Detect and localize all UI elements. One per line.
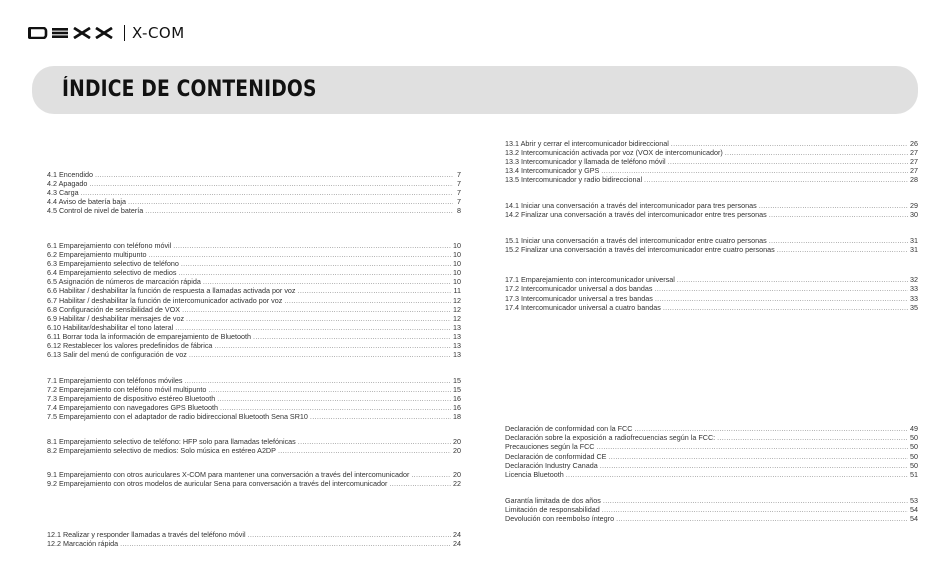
toc-entry[interactable] (505, 424, 918, 433)
toc-group (47, 170, 461, 215)
toc-leader-dots (597, 442, 909, 451)
toc-page-number: 12 (453, 295, 461, 305)
toc-entry-title: 7.5 Emparejamiento con el adaptador de radio bidireccional Bluetooth Sena SR10 (47, 412, 308, 422)
toc-page-number: 50 (910, 433, 918, 443)
toc-entry-title: 6.1 Emparejamiento con teléfono móvil (47, 240, 172, 250)
product-name: X-COM (132, 24, 185, 42)
toc-page-number: 12 (453, 304, 461, 314)
toc-leader-dots (203, 277, 451, 286)
toc-page-number: 35 (910, 302, 918, 312)
toc-leader-dots (175, 323, 451, 332)
toc-leader-dots (671, 139, 908, 148)
toc-leader-dots (759, 201, 908, 210)
toc-entry-title: 4.3 Carga (47, 188, 79, 198)
toc-entry[interactable] (47, 350, 461, 359)
toc-group (505, 275, 918, 311)
toc-entry-title: Limitación de responsabilidad (505, 505, 600, 515)
toc-right-column (505, 139, 918, 524)
toc-entry-title: 6.11 Borrar toda la información de emparejamiento de Bluetooth (47, 331, 252, 341)
toc-page-number: 20 (453, 436, 461, 446)
header (28, 22, 185, 44)
toc-leader-dots (120, 539, 451, 548)
toc-entry-title: 12.1 Realizar y responder llamadas a través del teléfono móvil (47, 529, 246, 539)
toc-page-number: 22 (453, 478, 461, 488)
toc-entry[interactable] (47, 170, 461, 179)
toc-leader-dots (298, 437, 451, 446)
toc-leader-dots (208, 385, 451, 394)
toc-entry[interactable] (47, 259, 461, 268)
toc-page-number: 33 (910, 293, 918, 303)
toc-entry[interactable] (47, 277, 461, 286)
toc-page-number: 54 (910, 505, 918, 515)
toc-entry-title: 17.3 Intercomunicador universal a tres bandas (505, 293, 653, 303)
toc-leader-dots (178, 268, 451, 277)
toc-page-number: 15 (453, 375, 461, 385)
toc-page-number: 27 (910, 157, 918, 167)
toc-page-number: 20 (453, 469, 461, 479)
toc-group (505, 201, 918, 219)
toc-group (47, 530, 461, 548)
toc-entry[interactable] (505, 157, 918, 166)
toc-entry[interactable] (47, 437, 461, 446)
toc-entry-title: Garantía limitada de dos años (505, 496, 601, 506)
toc-entry-title: 6.12 Restablecer los valores predefinidos de fábrica (47, 341, 213, 350)
toc-entry[interactable] (505, 442, 918, 451)
toc-entry[interactable] (47, 332, 461, 341)
toc-entry-title: 6.7 Habilitar / deshabilitar la función de intercomunicador activado por voz (47, 295, 283, 305)
toc-leader-dots (214, 341, 451, 350)
toc-entry[interactable] (505, 245, 918, 254)
toc-entry-title: 14.1 Iniciar una conversación a través del intercomunicador para tres personas (505, 200, 757, 210)
toc-entry[interactable] (47, 479, 461, 488)
toc-entry-title: 7.2 Emparejamiento con teléfono móvil multipunto (47, 384, 207, 394)
toc-page-number: 31 (910, 235, 918, 245)
toc-entry-title: 13.1 Abrir y cerrar el intercomunicador bidireccional (505, 139, 669, 148)
toc-entry[interactable] (47, 296, 461, 305)
toc-leader-dots (389, 479, 451, 488)
toc-leader-dots (145, 206, 453, 215)
toc-group (47, 470, 461, 488)
toc-group (505, 496, 918, 523)
toc-entry[interactable] (47, 250, 461, 259)
toc-group (505, 139, 918, 184)
toc-leader-dots (616, 514, 908, 523)
toc-leader-dots (189, 350, 451, 359)
toc-entry-title: Declaración Industry Canada (505, 460, 598, 470)
toc-entry-title: 4.1 Encendido (47, 170, 93, 179)
toc-entry[interactable] (505, 210, 918, 219)
toc-page-number: 20 (453, 445, 461, 455)
toc-leader-dots (717, 433, 908, 442)
toc-entry[interactable] (505, 505, 918, 514)
toc-entry[interactable] (47, 539, 461, 548)
toc-page-number: 7 (457, 188, 461, 198)
toc-entry[interactable] (505, 294, 918, 303)
title-banner (32, 66, 918, 114)
toc-page-number: 24 (453, 529, 461, 539)
toc-group (47, 376, 461, 421)
toc-page-number: 51 (910, 469, 918, 479)
toc-entry[interactable] (505, 514, 918, 523)
toc-entry-title: 15.2 Finalizar una conversación a través del intercomunicador entre cuatro personas (505, 244, 775, 254)
toc-entry[interactable] (47, 446, 461, 455)
toc-leader-dots (298, 286, 452, 295)
toc-entry-title: 8.1 Emparejamiento selectivo de teléfono: HFP solo para llamadas telefónicas (47, 436, 296, 446)
toc-leader-dots (284, 296, 451, 305)
toc-entry[interactable] (505, 461, 918, 470)
toc-entry[interactable] (505, 201, 918, 210)
toc-page-number: 16 (453, 393, 461, 403)
toc-leader-dots (148, 250, 451, 259)
toc-entry[interactable] (47, 268, 461, 277)
toc-group (505, 236, 918, 254)
toc-entry[interactable] (47, 323, 461, 332)
toc-leader-dots (668, 157, 908, 166)
toc-page-number: 10 (453, 277, 461, 287)
toc-page-number: 28 (910, 175, 918, 185)
toc-entry[interactable] (505, 139, 918, 148)
toc-page-number: 33 (910, 284, 918, 294)
page-title: ÍNDICE DE CONTENIDOS (62, 77, 317, 102)
toc-entry-title: 6.9 Habilitar / deshabilitar mensajes de voz (47, 313, 185, 323)
toc-page-number: 7 (457, 197, 461, 207)
toc-entry-title: 13.4 Intercomunicador y GPS (505, 166, 600, 176)
toc-page-number: 15 (453, 384, 461, 394)
toc-leader-dots (128, 197, 453, 206)
toc-entry-title: 17.2 Intercomunicador universal a dos bandas (505, 284, 653, 294)
toc-entry[interactable] (505, 284, 918, 293)
toc-entry[interactable] (505, 275, 918, 284)
toc-page-number: 50 (910, 451, 918, 461)
toc-leader-dots (634, 424, 908, 433)
toc-entry-title: 7.3 Emparejamiento de dispositivo estéreo Bluetooth (47, 393, 216, 403)
toc-entry[interactable] (47, 305, 461, 314)
toc-leader-dots (654, 284, 908, 293)
toc-leader-dots (644, 175, 908, 184)
toc-page-number: 13 (453, 350, 461, 360)
toc-leader-dots (608, 452, 908, 461)
toc-leader-dots (411, 470, 451, 479)
toc-entry-title: 6.2 Emparejamiento multipunto (47, 250, 147, 260)
toc-leader-dots (184, 376, 451, 385)
toc-entry[interactable] (47, 376, 461, 385)
toc-entry-title: 13.3 Intercomunicador y llamada de teléfono móvil (505, 157, 666, 167)
toc-page-number: 50 (910, 442, 918, 452)
toc-entry-title: 7.1 Emparejamiento con teléfonos móviles (47, 375, 183, 385)
toc-leader-dots (655, 294, 908, 303)
toc-page-number: 10 (453, 268, 461, 278)
toc-entry[interactable] (47, 403, 461, 412)
toc-page-number: 10 (453, 250, 461, 260)
toc-entry-title: 6.8 Configuración de sensibilidad de VOX (47, 304, 181, 314)
toc-page-number: 18 (453, 412, 461, 422)
toc-entry-title: 17.4 Intercomunicador universal a cuatro bandas (505, 302, 661, 312)
nexx-logo (28, 27, 118, 39)
toc-leader-dots (769, 210, 908, 219)
toc-page-number: 12 (453, 313, 461, 323)
toc-entry-title: 6.13 Salir del menú de configuración de voz (47, 350, 187, 360)
toc-entry-title: 8.2 Emparejamiento selectivo de medios: Solo música en estéreo A2DP (47, 445, 276, 455)
toc-leader-dots (769, 236, 908, 245)
toc-leader-dots (253, 332, 451, 341)
toc-entry-title: 14.2 Finalizar una conversación a través del intercomunicador entre tres personas (505, 210, 767, 220)
toc-page-number: 29 (910, 200, 918, 210)
header-separator (124, 25, 125, 41)
toc-entry[interactable] (47, 179, 461, 188)
toc-entry-title: Precauciones según la FCC (505, 442, 595, 452)
toc-entry-title: 4.2 Apagado (47, 179, 88, 189)
toc-entry-title: 4.4 Aviso de batería baja (47, 197, 126, 207)
toc-entry[interactable] (505, 470, 918, 479)
toc-entry[interactable] (47, 341, 461, 350)
toc-page-number: 53 (910, 496, 918, 506)
toc-entry[interactable] (505, 452, 918, 461)
toc-entry[interactable] (47, 286, 461, 295)
toc-entry[interactable] (47, 394, 461, 403)
toc-entry-title: 13.2 Intercomunicación activada por voz (VOX de intercomunicador) (505, 148, 723, 158)
toc-entry[interactable] (47, 314, 461, 323)
toc-leader-dots (725, 148, 908, 157)
toc-page-number: 13 (453, 322, 461, 332)
toc-leader-dots (186, 314, 451, 323)
toc-entry-title: Licencia Bluetooth (505, 469, 564, 479)
toc-leader-dots (600, 461, 908, 470)
toc-entry[interactable] (505, 166, 918, 175)
toc-left-column (47, 170, 461, 548)
toc-entry-title: 6.3 Emparejamiento selectivo de teléfono (47, 259, 179, 269)
toc-page-number: 7 (457, 179, 461, 189)
toc-entry-title: 4.5 Control de nivel de batería (47, 206, 144, 216)
toc-group (505, 424, 918, 479)
toc-entry[interactable] (505, 496, 918, 505)
toc-page-number: 49 (910, 424, 918, 434)
toc-entry[interactable] (47, 206, 461, 215)
toc-leader-dots (81, 188, 453, 197)
toc-entry[interactable] (47, 530, 461, 539)
toc-page-number: 8 (457, 206, 461, 216)
toc-page-number: 30 (910, 210, 918, 220)
toc-leader-dots (566, 470, 908, 479)
toc-page-number: 13 (453, 341, 461, 350)
toc-leader-dots (89, 179, 453, 188)
toc-page-number: 13 (453, 331, 461, 341)
toc-entry-title: 13.5 Intercomunicador y radio bidireccional (505, 175, 643, 185)
toc-page-number: 10 (453, 259, 461, 269)
toc-entry[interactable] (505, 433, 918, 442)
toc-entry-title: 9.1 Emparejamiento con otros auriculares X-COM para mantener una conversación a través del intercomunicador (47, 469, 410, 479)
toc-page-number: 31 (910, 244, 918, 254)
toc-leader-dots (278, 446, 451, 455)
toc-entry-title: Devolución con reembolso íntegro (505, 514, 615, 524)
toc-leader-dots (310, 412, 451, 421)
toc-page-number: 24 (453, 538, 461, 548)
toc-entry[interactable] (47, 470, 461, 479)
toc-entry-title: Declaración sobre la exposición a radiofrecuencias según la FCC: (505, 433, 716, 443)
toc-entry-title: Declaración de conformidad CE (505, 451, 607, 461)
toc-entry[interactable] (47, 197, 461, 206)
toc-entry[interactable] (505, 175, 918, 184)
toc-leader-dots (602, 505, 908, 514)
toc-entry[interactable] (47, 188, 461, 197)
toc-page-number: 54 (910, 514, 918, 524)
toc-leader-dots (663, 303, 908, 312)
toc-leader-dots (248, 530, 451, 539)
toc-page-number: 50 (910, 460, 918, 470)
toc-page-number: 26 (910, 139, 918, 148)
toc-entry[interactable] (505, 303, 918, 312)
toc-entry-title: 15.1 Iniciar una conversación a través del intercomunicador entre cuatro personas (505, 235, 767, 245)
toc-entry-title: 12.2 Marcación rápida (47, 538, 119, 548)
toc-page-number: 10 (453, 240, 461, 250)
toc-group (47, 241, 461, 359)
toc-page-number: 11 (453, 286, 461, 296)
toc-entry-title: 9.2 Emparejamiento con otros modelos de auricular Sena para conversación a través del intercomunicador (47, 478, 388, 488)
toc-leader-dots (217, 394, 451, 403)
toc-page-number: 27 (910, 148, 918, 158)
toc-leader-dots (173, 241, 451, 250)
toc-leader-dots (95, 170, 453, 179)
toc-page-number: 7 (457, 170, 461, 179)
toc-entry-title: 6.6 Habilitar / deshabilitar la función de respuesta a llamadas activada por voz (47, 286, 296, 296)
toc-entry-title: 17.1 Emparejamiento con intercomunicador universal (505, 275, 675, 285)
toc-entry-title: 6.4 Emparejamiento selectivo de medios (47, 268, 177, 278)
toc-group (47, 437, 461, 455)
toc-leader-dots (220, 403, 451, 412)
toc-leader-dots (181, 259, 451, 268)
toc-leader-dots (182, 305, 451, 314)
toc-leader-dots (603, 496, 908, 505)
toc-leader-dots (777, 245, 908, 254)
toc-entry-title: 6.5 Asignación de números de marcación rápida (47, 277, 201, 287)
toc-page-number: 16 (453, 402, 461, 412)
toc-entry[interactable] (505, 148, 918, 157)
toc-entry[interactable] (47, 385, 461, 394)
toc-page-number: 32 (910, 275, 918, 285)
toc-page-number: 27 (910, 166, 918, 176)
toc-entry[interactable] (505, 236, 918, 245)
toc-leader-dots (601, 166, 908, 175)
toc-entry[interactable] (47, 241, 461, 250)
toc-entry-title: 6.10 Habilitar/deshabilitar el tono lateral (47, 322, 174, 332)
toc-entry-title: 7.4 Emparejamiento con navegadores GPS Bluetooth (47, 402, 219, 412)
toc-entry[interactable] (47, 412, 461, 421)
toc-entry-title: Declaración de conformidad con la FCC (505, 424, 633, 434)
toc-leader-dots (677, 275, 908, 284)
